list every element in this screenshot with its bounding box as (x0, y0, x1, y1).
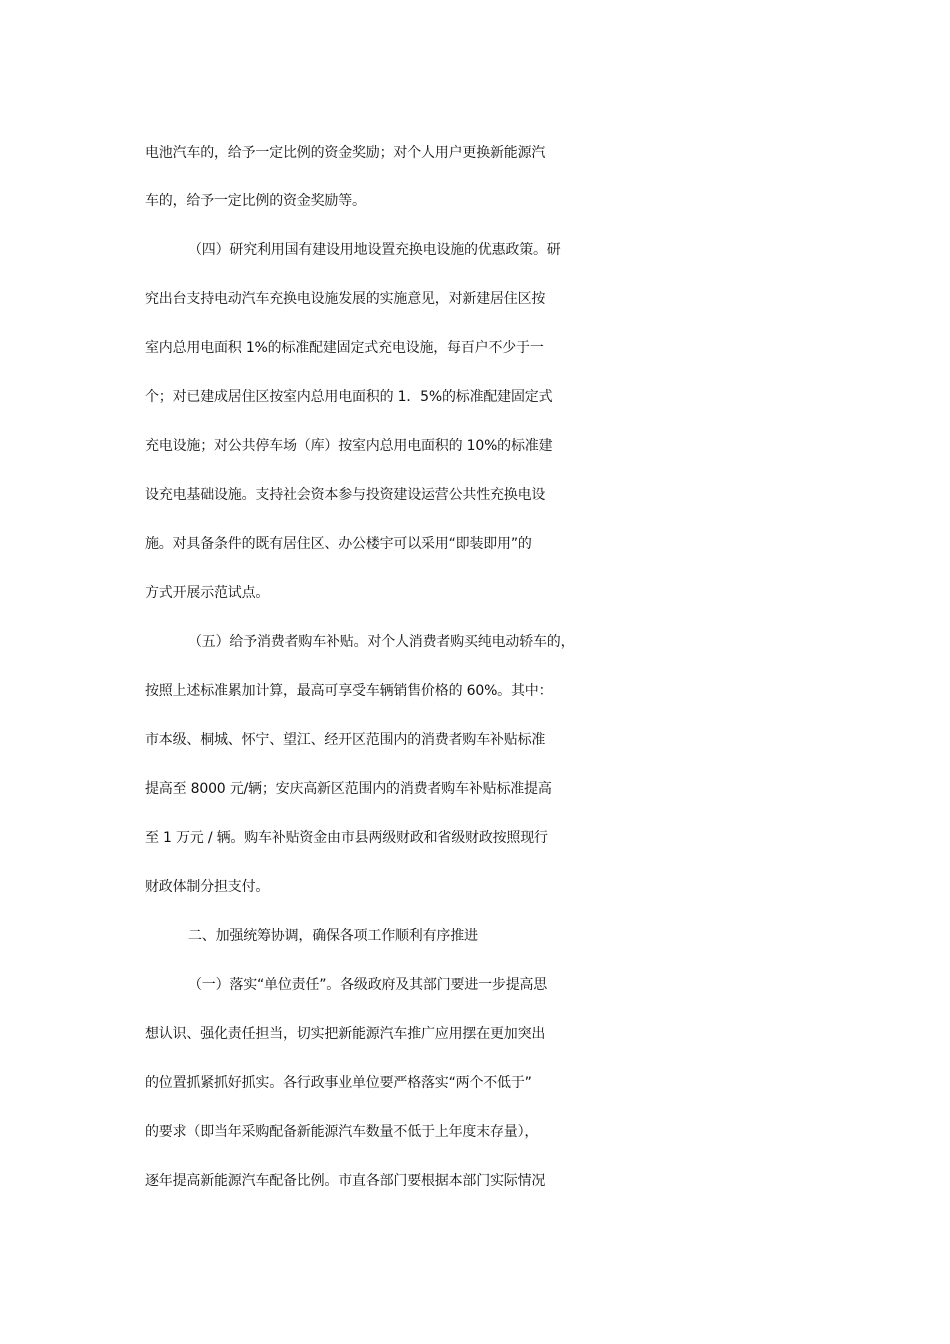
paragraph-heading-5: （五）给予消费者购车补贴。对个人消费者购买纯电动轿车的， (188, 634, 575, 650)
text-line: 市本级、桐城、怀宁、望江、经开区范围内的消费者购车补贴标准 (145, 732, 546, 748)
text-line: 设充电基础设施。支持社会资本参与投资建设运营公共性充换电设 (145, 487, 546, 503)
paragraph-heading-4: （四）研究利用国有建设用地设置充换电设施的优惠政策。研 (188, 242, 561, 258)
text-line: 充电设施；对公共停车场（库）按室内总用电面积的 10%的标准建 (145, 438, 553, 454)
text-line: 车的，给予一定比例的资金奖励等。 (145, 193, 366, 209)
section-heading-2: 二、加强统筹协调，确保各项工作顺利有序推进 (188, 928, 478, 944)
text-line: 的位置抓紧抓好抓实。各行政事业单位要严格落实“两个不低于” (145, 1075, 532, 1091)
text-line: 财政体制分担支付。 (145, 879, 270, 895)
text-line: 施。对具备条件的既有居住区、办公楼宇可以采用“即装即用”的 (145, 536, 532, 552)
text-line: 的要求（即当年采购配备新能源汽车数量不低于上年度末存量）， (145, 1124, 539, 1140)
text-line: 电池汽车的，给予一定比例的资金奖励；对个人用户更换新能源汽 (145, 145, 546, 161)
text-line: 按照上述标准累加计算，最高可享受车辆销售价格的 60%。其中： (145, 683, 553, 699)
text-line: 提高至 8000 元/辆；安庆高新区范围内的消费者购车补贴标准提高 (145, 781, 552, 797)
text-line: 至 1 万元 / 辆。购车补贴资金由市县两级财政和省级财政按照现行 (145, 830, 548, 846)
text-line: 想认识、强化责任担当，切实把新能源汽车推广应用摆在更加突出 (145, 1026, 546, 1042)
paragraph-heading-1: （一）落实“单位责任”。各级政府及其部门要进一步提高思 (188, 977, 548, 993)
text-line: 究出台支持电动汽车充换电设施发展的实施意见，对新建居住区按 (145, 291, 546, 307)
text-line: 逐年提高新能源汽车配备比例。市直各部门要根据本部门实际情况 (145, 1173, 546, 1189)
text-line: 室内总用电面积 1%的标准配建固定式充电设施，每百户不少于一 (145, 340, 544, 356)
text-line: 方式开展示范试点。 (145, 585, 270, 601)
text-line: 个；对已建成居住区按室内总用电面积的 1．5%的标准配建固定式 (145, 389, 553, 405)
